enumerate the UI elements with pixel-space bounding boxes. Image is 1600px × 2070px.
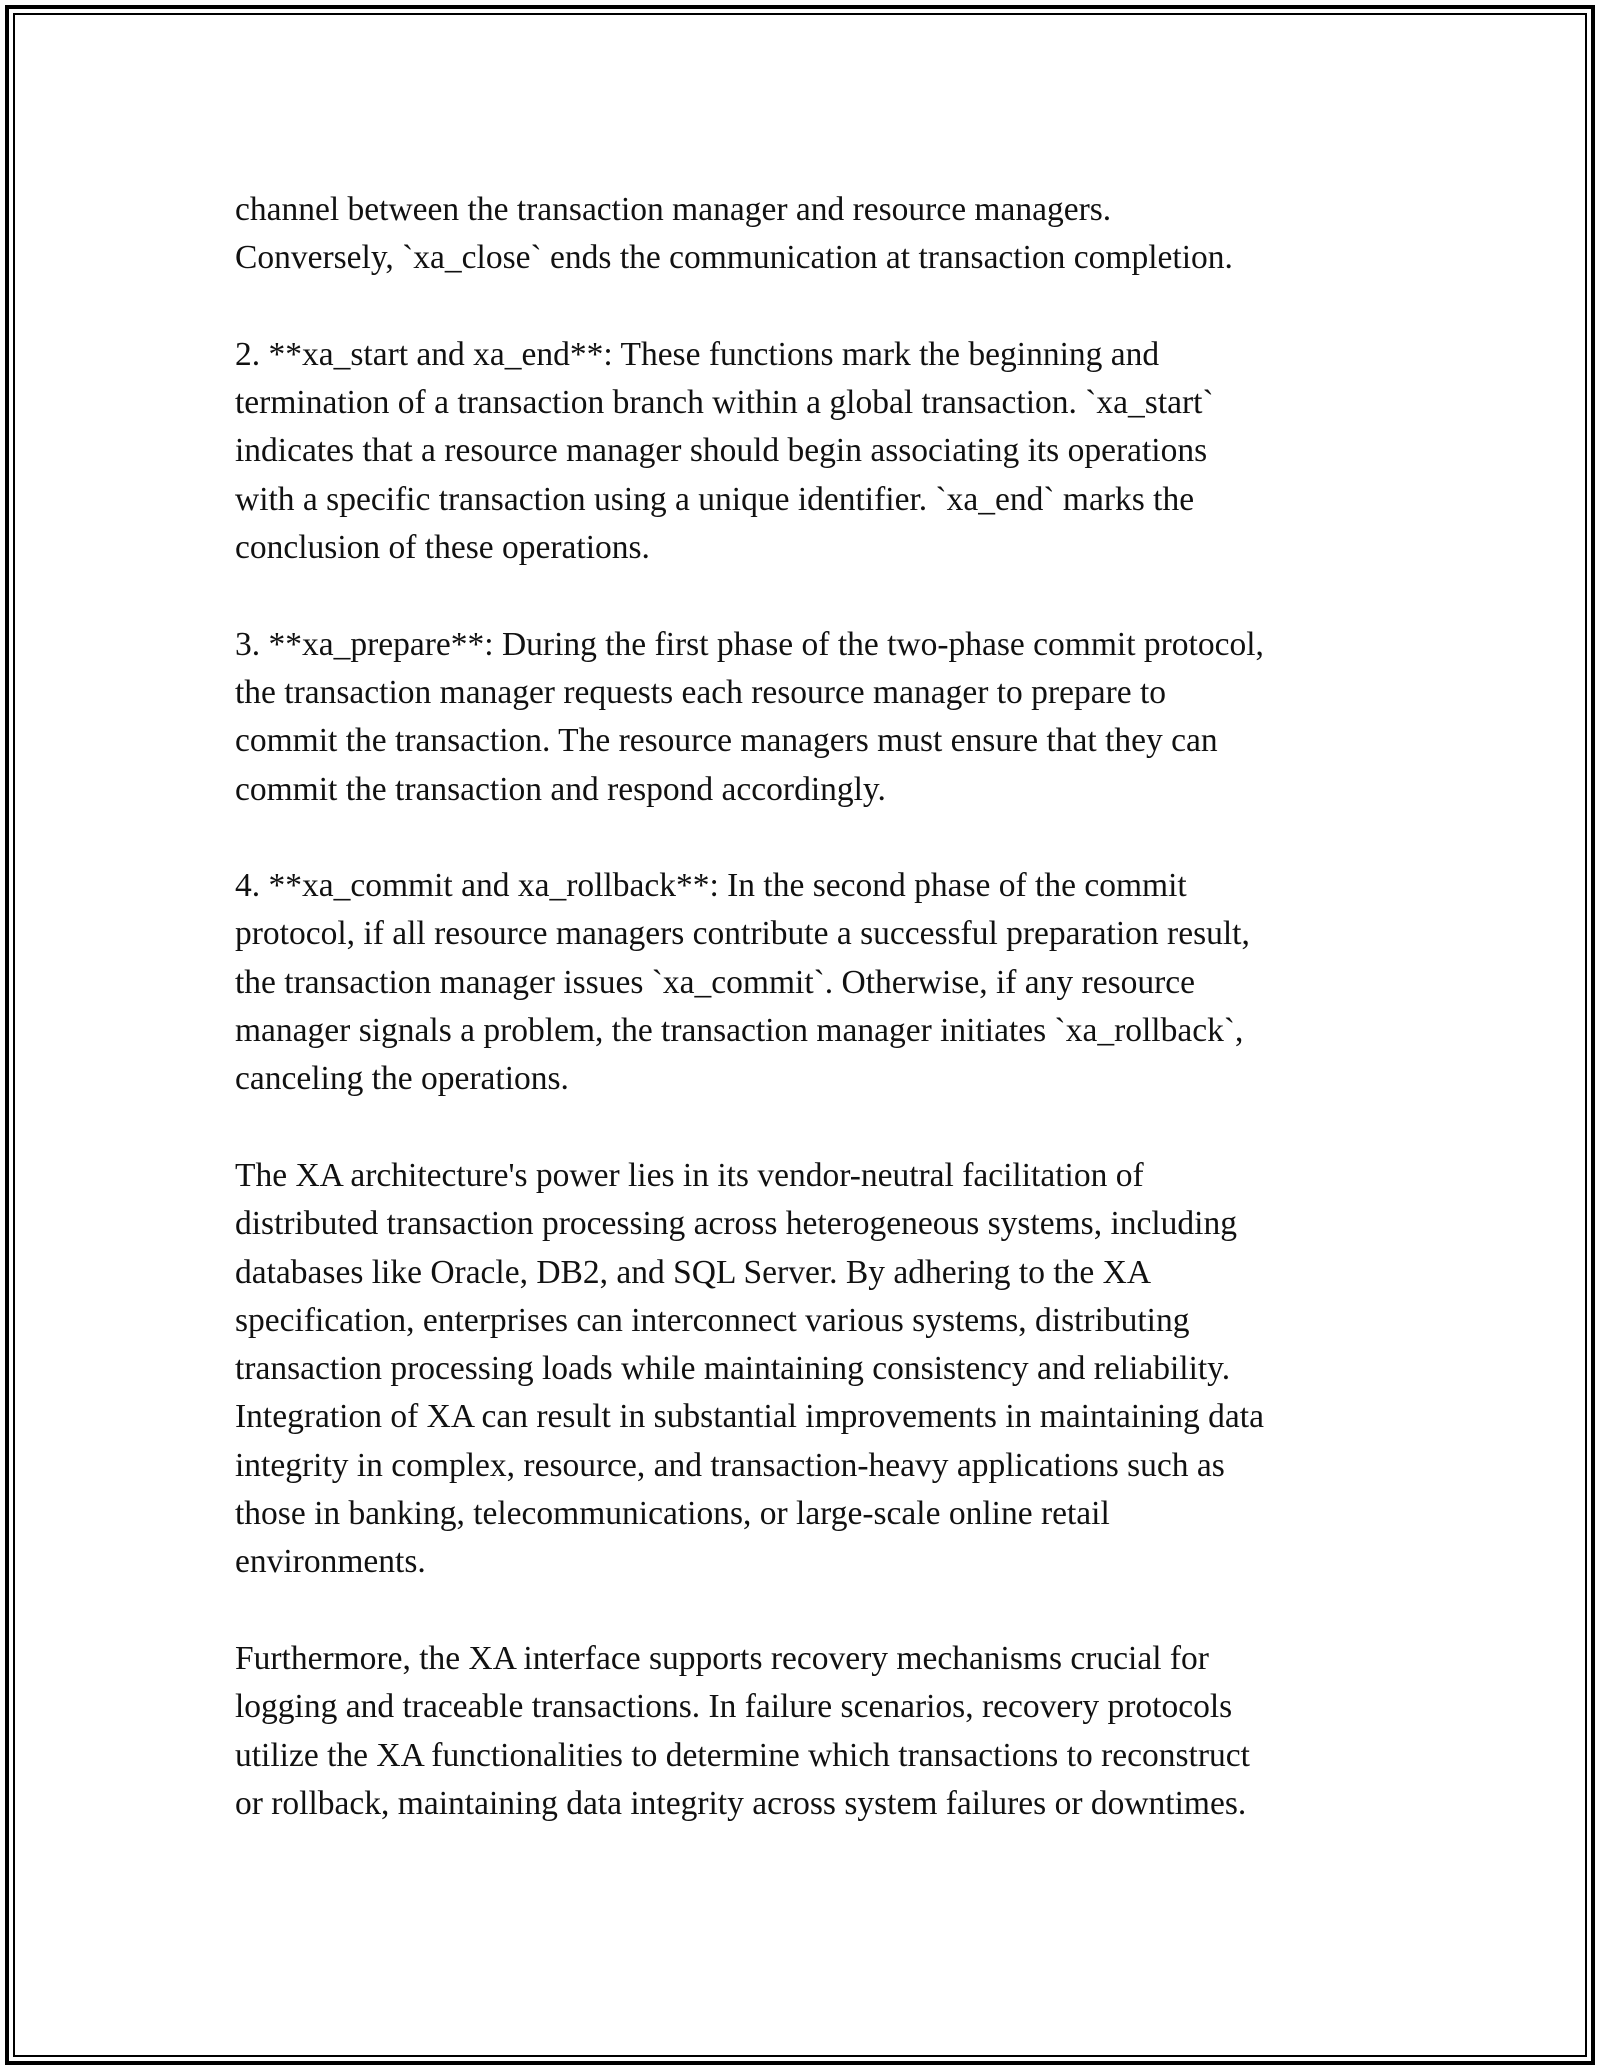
text-line: termination of a transaction branch within a global transaction. `xa_start` [235,384,1214,422]
text-line: distributed transaction processing across heterogeneous systems, including [235,1205,1237,1243]
text-line: or rollback, maintaining data integrity across system failures or downtimes. [235,1784,1247,1822]
text-line: The XA architecture's power lies in its vendor-neutral facilitation of [235,1156,1144,1194]
text-line: Conversely, `xa_close` ends the communication at transaction completion. [235,239,1233,277]
paragraph-item-4 [235,862,1375,1103]
text-line: Furthermore, the XA interface supports recovery mechanisms crucial for [235,1639,1209,1677]
text-line: environments. [235,1543,426,1581]
text-line: conclusion of these operations. [235,529,650,567]
text-line: the transaction manager issues `xa_commit`. Otherwise, if any resource [235,963,1196,1001]
paragraph-item-2 [235,331,1375,572]
document-body [235,186,1375,1876]
text-line: channel between the transaction manager and resource managers. [235,191,1112,228]
text-line: databases like Oracle, DB2, and SQL Server. By adhering to the XA [235,1253,1152,1291]
text-line: transaction processing loads while maintaining consistency and reliability. [235,1350,1231,1388]
text-line: the transaction manager requests each resource manager to prepare to [235,673,1167,711]
text-line: commit the transaction and respond accordingly. [235,770,886,808]
paragraph-item-3 [235,621,1375,814]
text-line: integrity in complex, resource, and transaction-heavy applications such as [235,1446,1225,1484]
text-line: commit the transaction. The resource managers must ensure that they can [235,722,1218,760]
paragraph-intro-continuation [235,186,1375,283]
text-line: Integration of XA can result in substantial improvements in maintaining data [235,1398,1264,1436]
text-line: 2. **xa_start and xa_end**: These functions mark the beginning and [235,335,1160,373]
text-line: protocol, if all resource managers contribute a successful preparation result, [235,915,1250,953]
text-line: logging and traceable transactions. In failure scenarios, recovery protocols [235,1688,1233,1726]
text-line: those in banking, telecommunications, or large-scale online retail [235,1495,1110,1533]
paragraph-architecture-power [235,1152,1375,1587]
text-line: specification, enterprises can interconnect various systems, distributing [235,1301,1190,1339]
text-line: with a specific transaction using a unique identifier. `xa_end` marks the [235,480,1195,518]
paragraph-recovery [235,1635,1375,1828]
text-line: 3. **xa_prepare**: During the first phase of the two-phase commit protocol, [235,625,1264,663]
text-line: manager signals a problem, the transaction manager initiates `xa_rollback`, [235,1012,1244,1050]
text-line: canceling the operations. [235,1060,569,1098]
text-line: utilize the XA functionalities to determine which transactions to reconstruct [235,1736,1250,1774]
text-line: 4. **xa_commit and xa_rollback**: In the second phase of the commit [235,867,1187,905]
text-line: indicates that a resource manager should begin associating its operations [235,432,1208,470]
